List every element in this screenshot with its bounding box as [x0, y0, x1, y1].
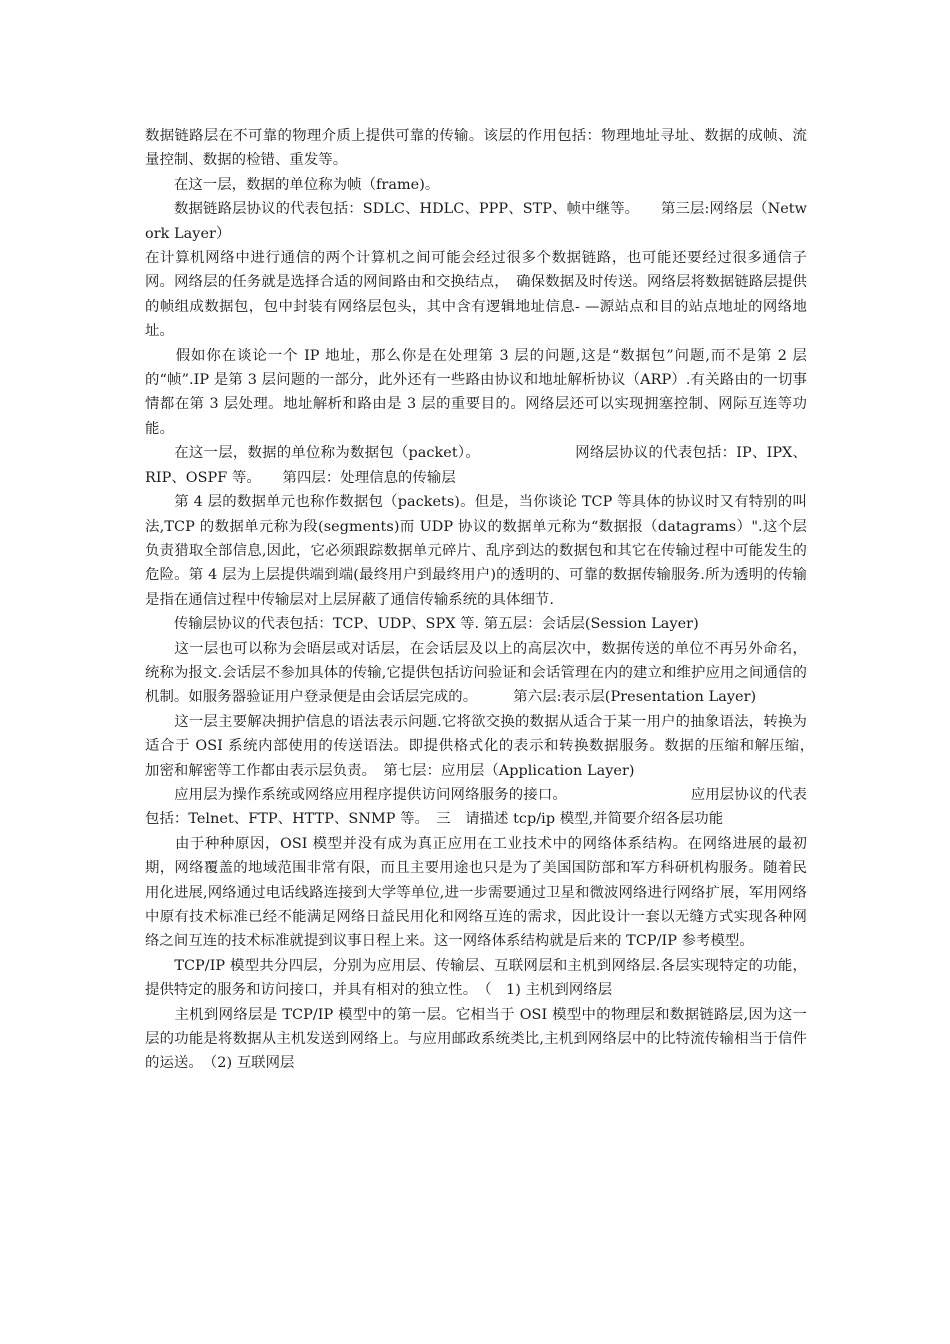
paragraph-transport-layer: 第 4 层的数据单元也称作数据包（packets)。但是，当你谈论 TCP 等具体的协议时又有特别的叫法,TCP 的数据单元称为段(segments)而 UDP 协议的数据单元称为“数据报（datagrams）".这个层负责猎取全部信息,因此，它必须跟踪数据单元碎片、乱序到达的数据包和其它在传输过程中可能发生的危险。第 4 层为上层提供端到端(最终用户到最终用户)的透明的、可靠的数据传输服务.所为透明的传输是指在通信过程中传输层对上层屏蔽了通信传输系统的具体细节.	[145, 494, 807, 608]
paragraph-host-to-network: 主机到网络层是 TCP/IP 模型中的第一层。它相当于 OSI 模型中的物理层和数据链路层,因为这一层的功能是将数据从主机发送到网络上。与应用邮政系统类比,主机到网络层中的比特流传输相当于信件的运送。 （2) 互联网层	[145, 1006, 807, 1072]
paragraph-application-layer: 应用层为操作系统或网络应用程序提供访问网络服务的接口。 应用层协议的代表包括：Telnet、FTP、HTTP、SNMP 等。 三 请描述 tcp/ip 模型,并简要介绍各层功能	[145, 786, 807, 828]
paragraph-transport-protocols: 传输层协议的代表包括：TCP、UDP、SPX 等. 第五层：会话层(Session Layer)	[145, 616, 699, 633]
paragraph-network-layer-intro: 在计算机网络中进行通信的两个计算机之间可能会经过很多个数据链路，也可能还要经过很多通信子网。网络层的任务就是选择合适的网间路由和交换结点， 确保数据及时传送。网络层将数据链路层提供的帧组成数据包，包中封装有网络层包头，其中含有逻辑地址信息- —源站点和目的站点地址的网络地址。	[145, 250, 807, 340]
paragraph-tcpip-history: 由于种种原因，OSI 模型并没有成为真正应用在工业技术中的网络体系结构。在网络进展的最初期，网络覆盖的地域范围非常有限，而且主要用途也只是为了美国国防部和军方科研机构服务。随着民用化进展,网络通过电话线路连接到大学等单位,进一步需要通过卫星和微波网络进行网络扩展，军用网络中原有技术标准已经不能满足网络日益民用化和网络互连的需求，因此设计一套以无缝方式实现各种网络之间互连的技术标准就提到议事日程上来。这一网络体系结构就是后来的 TCP/IP 参考模型。	[145, 835, 807, 950]
document-page	[145, 124, 822, 1076]
paragraph-ip-address: 假如你在谈论一个 IP 地址，那么你是在处理第 3 层的问题,这是“数据包”问题,而不是第 2 层的“帧”.IP 是第 3 层问题的一部分，此外还有一些路由协议和地址解析协议（ARP）.有关路由的一切事情都在第 3 层处理。地址解析和路由是 3 层的重要目的。网络层还可以实现拥塞控制、网际互连等功能。	[145, 347, 807, 437]
paragraph-data-link-protocols: 数据链路层协议的代表包括：SDLC、HDLC、PPP、STP、帧中继等。 第三层:网络层（Network Layer）	[145, 201, 807, 242]
paragraph-session-layer: 这一层也可以称为会晤层或对话层，在会话层及以上的高层次中，数据传送的单位不再另外命名，统称为报文.会话层不参加具体的传输,它提供包括访问验证和会话管理在内的建立和维护应用之间通信的机制。如服务器验证用户登录便是由会话层完成的。 第六层:表示层(Presentation Layer)	[145, 640, 807, 706]
paragraph-frame-unit: 在这一层，数据的单位称为帧（frame)。	[145, 176, 440, 193]
paragraph-tcpip-layers: TCP/IP 模型共分四层，分别为应用层、传输层、互联网层和主机到网络层.各层实现特定的功能，提供特定的服务和访问接口，并具有相对的独立性。 （ 1) 主机到网络层	[145, 957, 807, 999]
paragraph-data-link-layer-intro: 数据链路层在不可靠的物理介质上提供可靠的传输。该层的作用包括：物理地址寻址、数据的成帧、流量控制、数据的检错、重发等。	[145, 128, 807, 169]
paragraph-presentation-layer: 这一层主要解决拥护信息的语法表示问题.它将欲交换的数据从适合于某一用户的抽象语法，转换为适合于 OSI 系统内部使用的传送语法。即提供格式化的表示和转换数据服务。数据的压缩和解压缩， 加密和解密等工作都由表示层负责。 第七层：应用层（Application Layer)	[145, 713, 822, 779]
paragraph-packet-unit: 在这一层，数据的单位称为数据包（packet）。 网络层协议的代表包括：IP、IPX、RIP、OSPF 等。 第四层：处理信息的传输层	[145, 445, 807, 486]
